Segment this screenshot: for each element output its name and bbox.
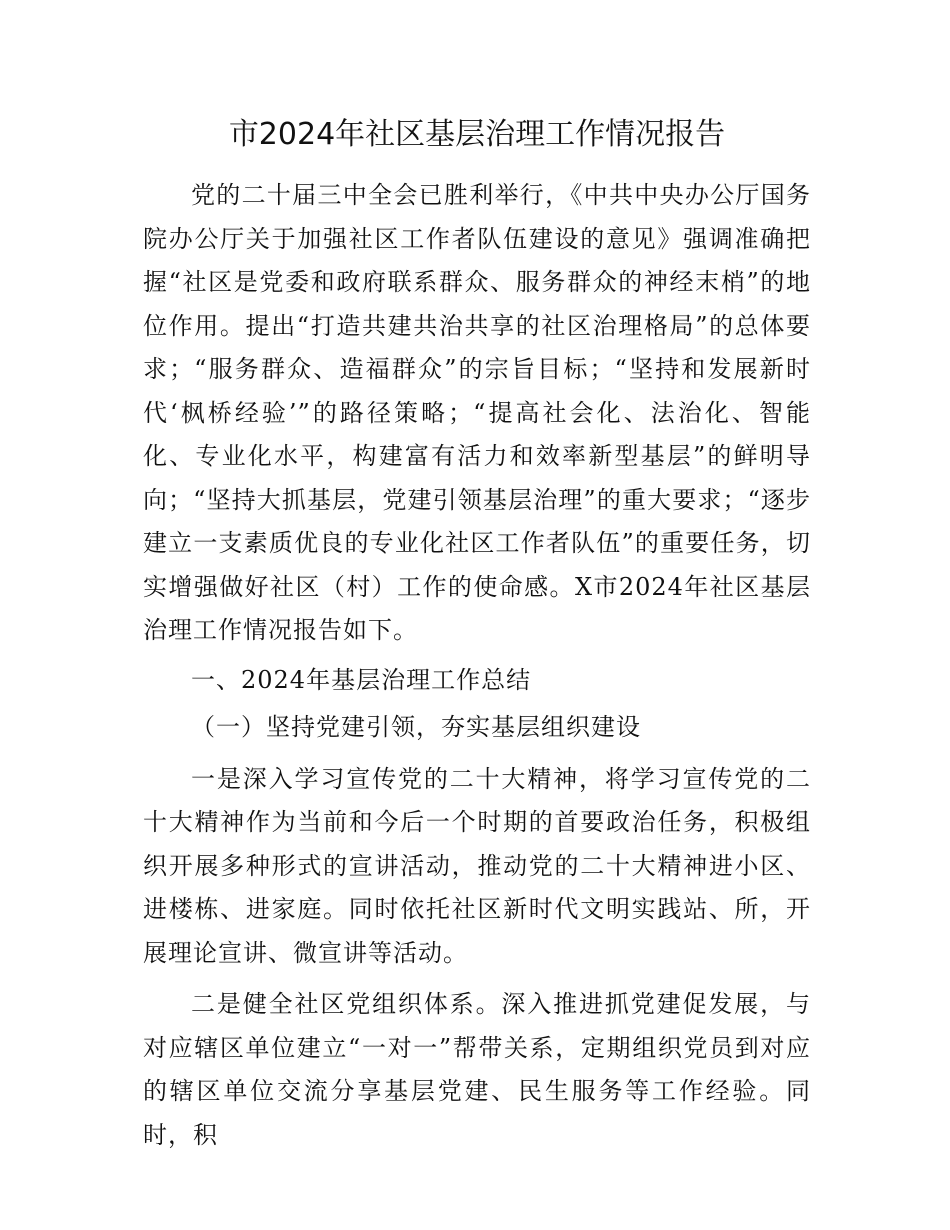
document-page — [143, 110, 811, 1157]
body-paragraph-1: 一是深入学习宣传党的二十大精神，将学习宣传党的二十大精神作为当前和今后一个时期的首要政治任务，积极组织开展多种形式的宣讲活动，推动党的二十大精神进小区、进楼栋、进家庭。同时依托社区新时代文明实践站、所，开展理论宣讲、微宣讲等活动。 — [143, 764, 811, 967]
body-paragraph-2: 二是健全社区党组织体系。深入推进抓党建促发展，与对应辖区单位建立“一对一”帮带关系，定期组织党员到对应的辖区单位交流分享基层党建、民生服务等工作经验。同时，积 — [143, 990, 811, 1149]
intro-paragraph: 党的二十届三中全会已胜利举行，《中共中央办公厅国务院办公厅关于加强社区工作者队伍建设的意见》强调准确把握“社区是党委和政府联系群众、服务群众的神经末梢”的地位作用。提出“打造共建共治共享的社区治理格局”的总体要求；“服务群众、造福群众”的宗旨目标；“坚持和发展新时代‘枫桥经验’”的路径策略；“提高社会化、法治化、智能化、专业化水平，构建富有活力和效率新型基层”的鲜明导向；“坚持大抓基层，党建引领基层治理”的重大要求；“逐步建立一支素质优良的专业化社区工作者队伍”的重要任务，切实增强做好社区（村）工作的使命感。X市2024年社区基层治理工作情况报告如下。 — [143, 181, 811, 644]
subsection-heading-1: （一）坚持党建引领，夯实基层组织建设 — [191, 713, 641, 741]
section-heading-1: 一、2024年基层治理工作总结 — [191, 665, 532, 694]
document-title: 市2024年社区基层治理工作情况报告 — [228, 117, 726, 152]
